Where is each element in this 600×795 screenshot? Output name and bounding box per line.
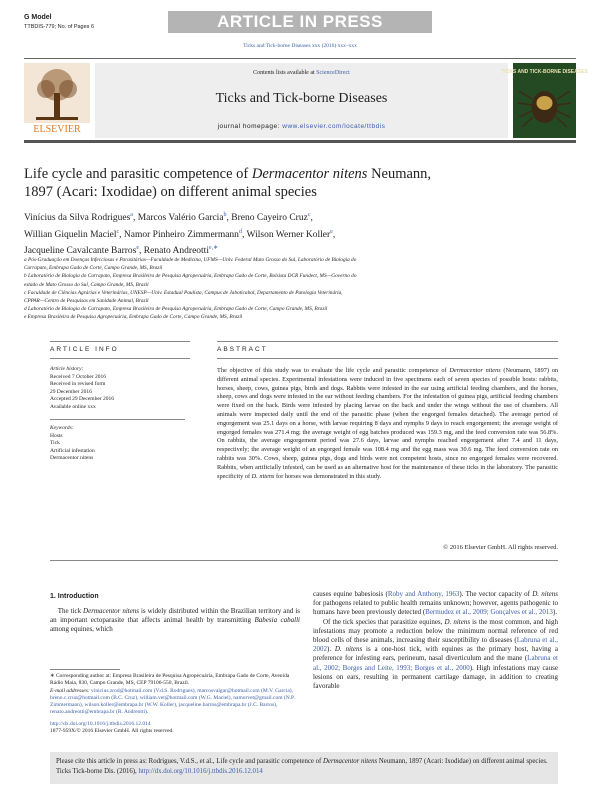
affiliations — [24, 256, 576, 322]
issn-line: 1877-959X/© 2016 Elsevier GmbH. All rights reserved. — [50, 728, 174, 735]
citation-link[interactable]: Labruna et al., 2002; Borges and Leite, 1993; Borges et al., 2000 — [313, 654, 558, 672]
history-heading: Article history: — [50, 366, 84, 372]
intro-text: is the most common, and high infestations may promote a reduction below the minimum normal reference of red blood cells of these animals, increasing their susceptibility to diseases ( — [313, 617, 558, 645]
email-label: E-mail addresses: — [50, 687, 92, 694]
publisher-name: ELSEVIER — [33, 124, 81, 135]
homepage-link[interactable]: www.elsevier.com/locate/ttbdis — [282, 123, 386, 130]
contents-prefix: Contents lists available at — [253, 70, 317, 76]
title-text-2: Neumann, — [367, 166, 432, 182]
citation-text — [56, 757, 552, 777]
keyword: Tick — [50, 440, 60, 446]
elsevier-logo — [24, 63, 90, 135]
citation-part: Neumann, 1897 (Acari: Ixodidae) on different animal species. Ticks Tick-borne Dis. (2016), — [56, 758, 548, 775]
intro-text: among equines, which — [50, 625, 113, 634]
journal-citation-line[interactable]: Ticks and Tick-borne Diseases xxx (2016) xxx–xxx — [243, 43, 357, 49]
affiliation-line: estado de Mato Grosso do Sul, Campo Grande, MS, Brazil — [24, 281, 149, 288]
tick-cover-icon — [501, 63, 588, 138]
intro-species: Babesia caballi — [254, 616, 300, 625]
footnote — [50, 673, 300, 735]
author-name: Renato Andreotti — [143, 246, 209, 257]
abstract-rule-top — [217, 341, 558, 342]
intro-species: D. nitens — [334, 645, 363, 654]
author-affil[interactable]: a — [130, 212, 133, 218]
article-info-heading: ARTICLE INFO — [50, 346, 119, 353]
author-name: Breno Cayeiro Cruz — [231, 213, 308, 224]
affiliation-line: a Pós-Graduação em Doenças Infecciosas e Parasitárias—Faculdade de Medicina, UFMS—Univ. Federal Mato Grosso do Sul, Laboratório de Biologia do — [24, 257, 357, 263]
article-info — [50, 360, 185, 463]
author-affil[interactable]: e,∗ — [208, 245, 219, 252]
abstract-rule-bottom — [50, 560, 558, 561]
intro-text: The tick — [57, 607, 84, 615]
author-affil[interactable]: d — [238, 228, 242, 235]
intro-paragraph — [313, 590, 558, 618]
journal-cover-image — [501, 63, 588, 138]
author-affil[interactable]: c — [116, 228, 120, 235]
footnote-rule — [50, 669, 120, 670]
intro-species: D. nitens — [532, 590, 558, 598]
sciencedirect-link[interactable]: ScienceDirect — [316, 70, 350, 76]
keyword: Hosts — [50, 432, 63, 439]
author-affil[interactable]: b — [223, 212, 227, 218]
cover-title: TICKS AND TICK-BORNE DISEASES — [501, 69, 588, 75]
article-title — [24, 165, 544, 201]
history-line: Available online xxx — [50, 403, 96, 410]
email-line — [50, 688, 300, 717]
elsevier-tree-icon — [24, 63, 90, 135]
info-rule-mid — [50, 358, 190, 359]
citation-link[interactable]: Bermudez et al., 2009; Gonçalves et al., 2013 — [425, 608, 553, 617]
article-in-press-banner: ARTICLE IN PRESS — [168, 11, 432, 33]
header-rule — [24, 58, 576, 59]
g-model-label: G Model — [24, 14, 52, 21]
intro-text: ). — [552, 608, 557, 617]
intro-species: D. nitens — [444, 617, 471, 626]
history-line: 29 December 2016 — [50, 388, 92, 395]
intro-text: ). — [327, 645, 335, 654]
abstract-copyright: © 2016 Elsevier GmbH. All rights reserved. — [443, 544, 558, 551]
keyword: Artificial infestation — [50, 447, 95, 454]
intro-right-column — [313, 590, 558, 691]
keywords-rule — [50, 419, 185, 420]
abstract-species: D. nitens — [251, 472, 275, 480]
keyword: Dermacentor nitens — [50, 455, 94, 461]
affiliation-line: c Faculdade de Ciências Agrárias e Veterinárias, UNESP—Univ. Estadual Paulista, Campus de Jaboticabal, Departamento de Patologia Veterinária, — [24, 289, 343, 296]
author-affil[interactable]: e — [136, 245, 140, 252]
title-species: Dermacentor nitens — [251, 166, 368, 182]
masthead-rule — [24, 140, 576, 143]
history-line: Received in revised form — [50, 381, 106, 387]
author-affil[interactable]: e — [330, 228, 333, 235]
email-links[interactable]: vinicius.zrod@hotmail.com (V.d.S. Rodrigues), marcosvalgar@hotmail.com (M.V. Garcia), breno.c.cruz@hotmail.com (B.C. Cruz), william.vet@hotmail.com (W.G. Maciel), namorvet@gmail.com (N.P. Zimmermann), wilson.koller@embrapa.br (W.W. Koller), jacqueline.barros@embrapa.br (J.C. Barros), renato.andreotti@embrapa.br (R. Andreotti). — [50, 687, 295, 716]
affiliation-line: b Laboratório de Biologia do Carrapato, Empresa Brasileira de Pesquisa Agropecuária, Embrapa Gado de Corte, Bolsista DCR Fundect, MS—Governo do — [24, 273, 357, 280]
citation-species: Dermacentor nitens — [323, 758, 378, 765]
author-name: Namor Pinheiro Zimmermann — [123, 229, 239, 240]
info-rule-top — [50, 341, 190, 342]
abstract-text — [217, 367, 558, 481]
author-name: Willian Giquelin Maciel — [24, 229, 117, 240]
affiliation-line: Carrapato, Embrapa Gado de Corte, Campo Grande, MS, Brazil — [24, 265, 163, 272]
intro-species: Dermacentor nitens — [83, 607, 140, 615]
abstract-heading: ABSTRACT — [217, 346, 268, 353]
citation-link[interactable]: Roby and Anthony, 1963 — [387, 590, 460, 598]
abstract-part: (Neumann, 1897) on different animal species. Experimental infestations were induced in five specimens each of seven species of possible hosts: rabbits, horses, sheep, cows, guinea pigs, birds and dogs. Rabbits were infested in the ear using artificial feeding chambers, and the horses, sheep, cows and dogs were infested in the ear without feeding chambers. For the infestation of guinea pigs, artificial feeding chambers were fixed on the back. Birds were infested by placing larvae on the back and under the wings without the use of chambers. All animals were inspected daily until the end of the parasitic phase (when the engorged females detached). The average period of engorgement was 25.1 days on a horse, with larvae requiring 8 days and nymphs 9 days to reach engorgement; the average weight of engorged females was 271.4 mg; the average weight of egg batches produced was 159.3 mg, and the feed conversion rate was 56.8%. On rabbits, the average engorgement period was 27.6 days, larvae and nymphs reached engorgement after 7.4 and 11 days, respectively; the average weight of an engorged female was 108.4 mg and the egg mass was 30.6 mg. The feed conversion rate on rabbits was 30%. Cows, sheep, guinea pigs, dogs and birds were not competent hosts, since no engorged females were recovered. Rabbits, when artificially infested, can be used as an alternative host for the maintenance of these ticks in the laboratory. The parasitic specificity of — [217, 367, 558, 480]
intro-text: causes equine babesiosis ( — [313, 590, 388, 598]
abstract-rule-mid — [217, 358, 558, 359]
title-text-1: Life cycle and parasitic competence of — [24, 166, 252, 182]
corresponding-author: ∗ Corresponding author at: Empresa Brasileira de Pesquisa Agropecuária, Embrapa Gado de Corte, Avenida Rádio Maia, 830, Campo Grande, MS, CEP 79106-550, Brazil. — [50, 673, 290, 687]
citation-link[interactable]: Labruna et al., 2002 — [313, 636, 558, 654]
abstract-part: The objective of this study was to evaluate the life cycle and parasitic competence of — [217, 367, 450, 374]
abstract-species: Dermacentor nitens — [449, 367, 501, 374]
journal-title: Ticks and Tick-borne Diseases — [215, 91, 388, 106]
author-name: Marcos Valério Garcia — [137, 213, 224, 224]
intro-text: is a one-host tick, with equines as the primary host, having a preference for infesting ears, perineum, nasal diverticulum and the mane ( — [313, 645, 558, 663]
intro-left-column — [50, 607, 300, 635]
title-text-3: 1897 (Acari: Ixodidae) on different animal species — [24, 184, 317, 200]
intro-text: is widely distributed within the Brazilian territory and is an important ectoparasite that affects animal health by transmitting — [50, 607, 300, 625]
journal-homepage — [95, 123, 508, 130]
doi-link[interactable]: http://dx.doi.org/10.1016/j.ttbdis.2016.12.014 — [50, 720, 151, 727]
affiliation-line: CPPAR—Centro de Pesquisas em Sanidade Animal, Brazil — [24, 298, 149, 305]
author-name: Wilson Werner Koller — [246, 229, 331, 240]
intro-paragraph — [313, 618, 558, 692]
homepage-prefix: journal homepage: — [217, 123, 283, 130]
author-name: Vinícius da Silva Rodrigues — [24, 213, 131, 224]
affiliation-line: d Laboratório de Biologia do Carrapato, Empresa Brasileira de Pesquisa Agropecuária, Embrapa Gado de Corte, Campo Grande, MS, Brazil — [24, 306, 328, 313]
intro-text: Of the tick species that parasitize equines, — [323, 617, 445, 626]
citation-doi-link[interactable]: http://dx.doi.org/10.1016/j.ttbdis.2016.12.014 — [138, 768, 263, 775]
history-line: Accepted 29 December 2016 — [50, 396, 114, 402]
intro-text: ). High infestations may cause lesions on ears, resulting in permanent cartilage damage, in addition to creating favorable — [313, 663, 558, 691]
abstract-part: for horses was demonstrated in this study. — [274, 472, 382, 480]
author-affil[interactable]: c — [307, 212, 311, 218]
affiliation-line: e Empresa Brasileira de Pesquisa Agropecuária, Embrapa Gado de Corte, Campo Grande, MS, Brazil — [24, 314, 243, 321]
contents-line — [95, 70, 508, 76]
author-list: Vinícius da Silva Rodrigues$^a$, Marcos Valério Garcia$^b$, Breno Cayeiro Cruz$^c$, Willian Giquelin Maciel$^c$, Namor Pinheiro Zimmermann$^d$, Wilson Werner Koller$^e$, Jacqueline Cavalcante Barros$^e$, Renato Andreotti$^{e,∗}$ — [24, 212, 336, 257]
history-line: Received 7 October 2016 — [50, 373, 107, 380]
intro-text: ). The vector capacity of — [459, 590, 533, 598]
citation-part: Please cite this article in press as: Rodrigues, V.d.S., et al., Life cycle and parasitic competence of — [56, 758, 324, 765]
author-name: Jacqueline Cavalcante Barros — [24, 246, 137, 257]
keywords-heading: Keywords: — [50, 425, 74, 431]
article-code: TTBDIS-779; No. of Pages 6 — [24, 24, 95, 30]
intro-text: for pathogens related to public health remains unknown; however, agents pathogenic to humans have been previously detected ( — [313, 599, 558, 617]
introduction-heading: 1. Introduction — [50, 593, 99, 600]
